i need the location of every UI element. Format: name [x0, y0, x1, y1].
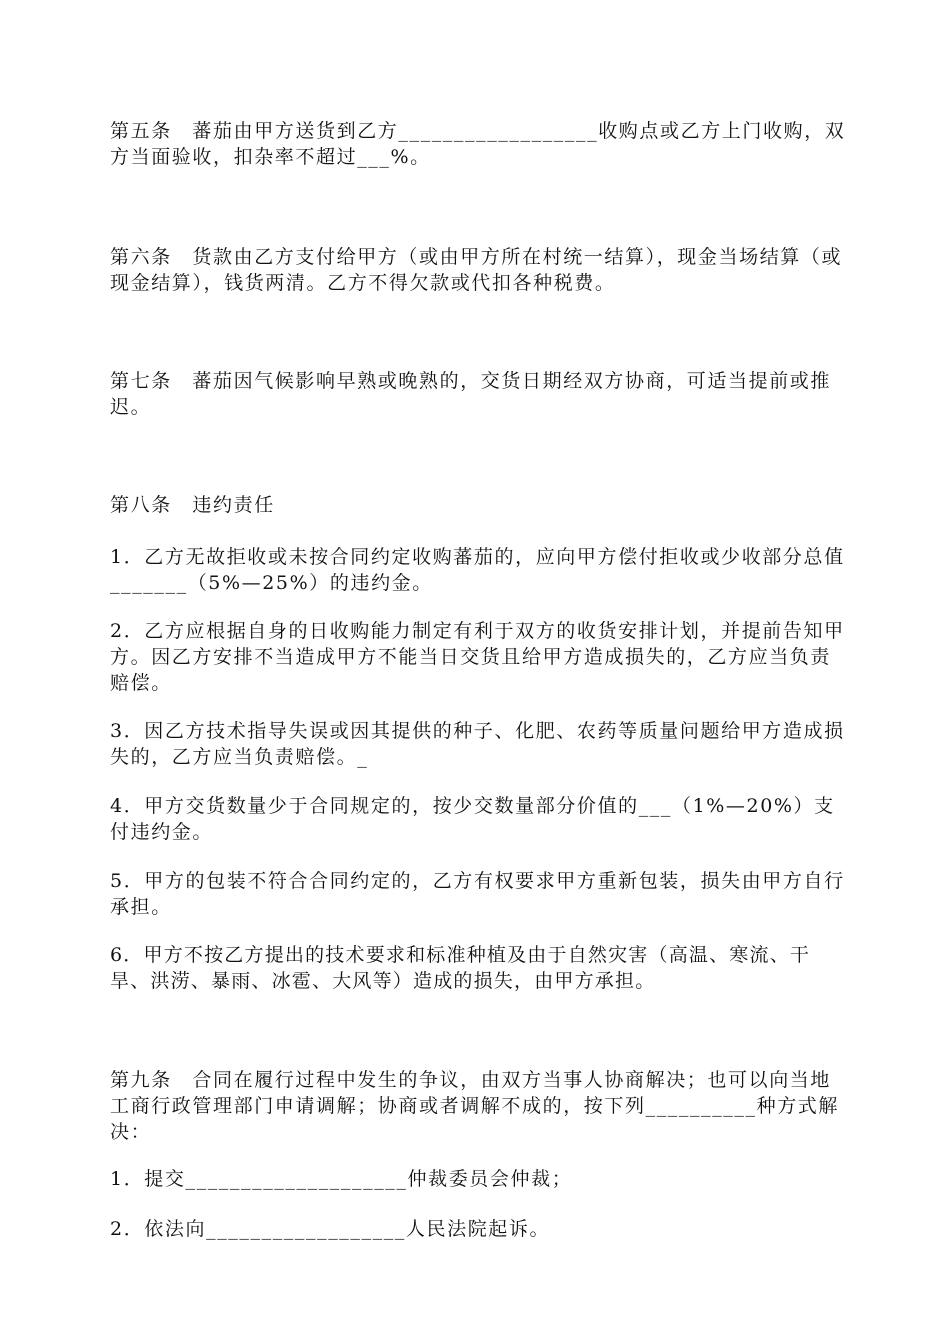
article-8-heading: 第八条 违约责任 [110, 494, 275, 516]
article-8-clause-6: 6．甲方不按乙方提出的技术要求和标准种植及由于自然灾害（高温、寒流、干旱、洪涝、暴雨、冰雹、大风等）造成的损失，由甲方承担。 [110, 944, 811, 992]
article-5: 第五条 蕃茄由甲方送货到乙方__________________收购点或乙方上门收购，双方当面验收，扣杂率不超过___%。 [110, 120, 846, 168]
article-7: 第七条 蕃茄因气候影响早熟或晚熟的，交货日期经双方协商，可适当提前或推迟。 [110, 370, 832, 418]
article-8-clause-3: 3．因乙方技术指导失误或因其提供的种子、化肥、农药等质量问题给甲方造成损失的，乙方应当负责赔偿。_ [110, 720, 845, 768]
article-9-option-2: 2．依法向__________________人民法院起诉。 [110, 1218, 551, 1240]
article-6: 第六条 货款由乙方支付给甲方（或由甲方所在村统一结算），现金当场结算（或现金结算），钱货两清。乙方不得欠款或代扣各种税费。 [110, 246, 843, 294]
article-9-option-1: 1．提交____________________仲裁委员会仲裁； [110, 1168, 573, 1190]
article-8-clause-5: 5．甲方的包装不符合合同约定的，乙方有权要求甲方重新包装，损失由甲方自行承担。 [110, 870, 845, 918]
article-8-clause-4: 4．甲方交货数量少于合同规定的，按少交数量部分价值的___（1%—20%）支付违约金。 [110, 795, 835, 843]
article-8-clause-2: 2．乙方应根据自身的日收购能力制定有利于双方的收货安排计划，并提前告知甲方。因乙方安排不当造成甲方不能当日交货且给甲方造成损失的，乙方应当负责赔偿。 [110, 620, 845, 694]
article-8-clause-1: 1．乙方无故拒收或未按合同约定收购蕃茄的，应向甲方偿付拒收或少收部分总值_______（5%—25%）的违约金。 [110, 546, 845, 594]
article-9: 第九条 合同在履行过程中发生的争议，由双方当事人协商解决；也可以向当地工商行政管理部门申请调解；协商或者调解不成的，按下列__________种方式解决： [110, 1069, 840, 1143]
